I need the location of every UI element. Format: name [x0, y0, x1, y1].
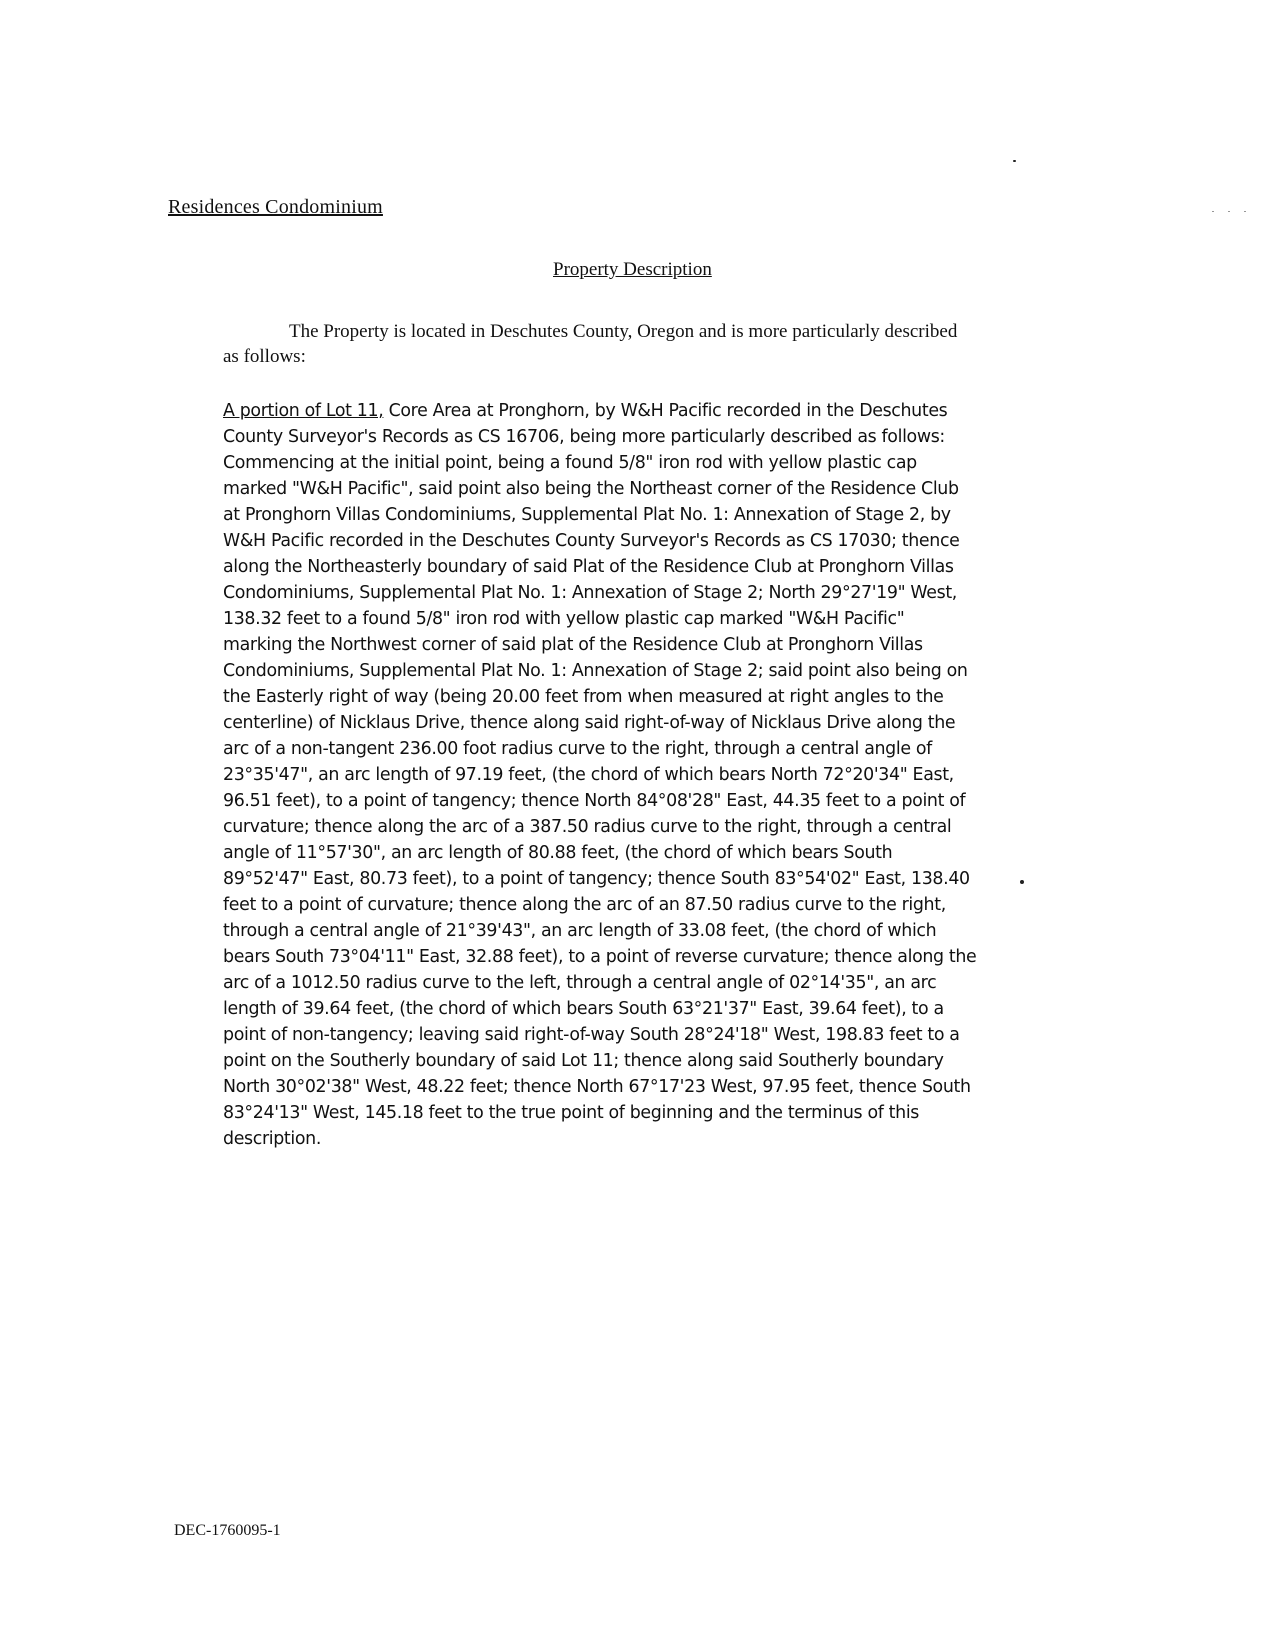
description-line: bears South 73°04'11" East, 32.88 feet), to a point of reverse curvature; thence along the	[223, 947, 977, 967]
description-line: Condominiums, Supplemental Plat No. 1: Annexation of Stage 2; North 29°27'19" West,	[223, 583, 957, 603]
description-line: at Pronghorn Villas Condominiums, Supplemental Plat No. 1: Annexation of Stage 2, by	[223, 505, 951, 525]
description-line: curvature; thence along the arc of a 387.50 radius curve to the right, through a central	[223, 817, 952, 837]
description-line: length of 39.64 feet, (the chord of which bears South 63°21'37" East, 39.64 feet), to a	[223, 999, 944, 1019]
description-line: 138.32 feet to a found 5/8" iron rod with yellow plastic cap marked "W&H Pacific"	[223, 609, 905, 629]
scan-speck	[1013, 160, 1016, 162]
document-title: Residences Condominium	[168, 196, 383, 218]
description-line: through a central angle of 21°39'43", an arc length of 33.08 feet, (the chord of which	[223, 921, 937, 941]
legal-description	[223, 398, 1073, 1152]
scan-speck	[1228, 211, 1230, 212]
description-line: along the Northeasterly boundary of said Plat of the Residence Club at Pronghorn Villas	[223, 557, 954, 577]
document-footer-id: DEC-1760095-1	[174, 1522, 281, 1539]
description-line	[223, 398, 1073, 424]
scan-speck	[1020, 880, 1024, 884]
description-line: 96.51 feet), to a point of tangency; thence North 84°08'28" East, 44.35 feet to a point of	[223, 791, 966, 811]
scan-speck	[1244, 211, 1246, 212]
description-line: W&H Pacific recorded in the Deschutes County Surveyor's Records as CS 17030; thence	[223, 531, 960, 551]
lot-reference: A portion of Lot 11,	[223, 401, 384, 421]
intro-paragraph	[223, 319, 1053, 369]
description-line: arc of a 1012.50 radius curve to the left, through a central angle of 02°14'35", an arc	[223, 973, 937, 993]
description-line: feet to a point of curvature; thence along the arc of an 87.50 radius curve to the right,	[223, 895, 946, 915]
description-line: the Easterly right of way (being 20.00 feet from when measured at right angles to the	[223, 687, 944, 707]
intro-line: The Property is located in Deschutes County, Oregon and is more particularly described	[289, 321, 958, 342]
description-line: description.	[223, 1129, 322, 1149]
description-line: County Surveyor's Records as CS 16706, being more particularly described as follows:	[223, 427, 945, 447]
description-line: 89°52'47" East, 80.73 feet), to a point of tangency; thence South 83°54'02" East, 138.40	[223, 869, 970, 889]
description-line: centerline) of Nicklaus Drive, thence along said right-of-way of Nicklaus Drive along the	[223, 713, 956, 733]
description-line: 83°24'13" West, 145.18 feet to the true point of beginning and the terminus of this	[223, 1103, 920, 1123]
description-line: point on the Southerly boundary of said Lot 11; thence along said Southerly boundary	[223, 1051, 944, 1071]
description-line: marking the Northwest corner of said plat of the Residence Club at Pronghorn Villas	[223, 635, 923, 655]
description-line: North 30°02'38" West, 48.22 feet; thence North 67°17'23 West, 97.95 feet, thence South	[223, 1077, 971, 1097]
intro-line: as follows:	[223, 346, 306, 367]
description-line: point of non-tangency; leaving said right-of-way South 28°24'18" West, 198.83 feet to a	[223, 1025, 960, 1045]
description-line-rest: Core Area at Pronghorn, by W&H Pacific recorded in the Deschutes	[383, 401, 948, 421]
scan-speck	[1212, 211, 1214, 212]
description-line: Commencing at the initial point, being a found 5/8" iron rod with yellow plastic cap	[223, 453, 917, 473]
description-line: arc of a non-tangent 236.00 foot radius curve to the right, through a central angle of	[223, 739, 932, 759]
description-line: angle of 11°57'30", an arc length of 80.88 feet, (the chord of which bears South	[223, 843, 893, 863]
description-line: Condominiums, Supplemental Plat No. 1: Annexation of Stage 2; said point also being on	[223, 661, 968, 681]
description-line: 23°35'47", an arc length of 97.19 feet, (the chord of which bears North 72°20'34" East,	[223, 765, 954, 785]
description-line: marked "W&H Pacific", said point also being the Northeast corner of the Residence Club	[223, 479, 959, 499]
section-heading: Property Description	[553, 259, 712, 280]
